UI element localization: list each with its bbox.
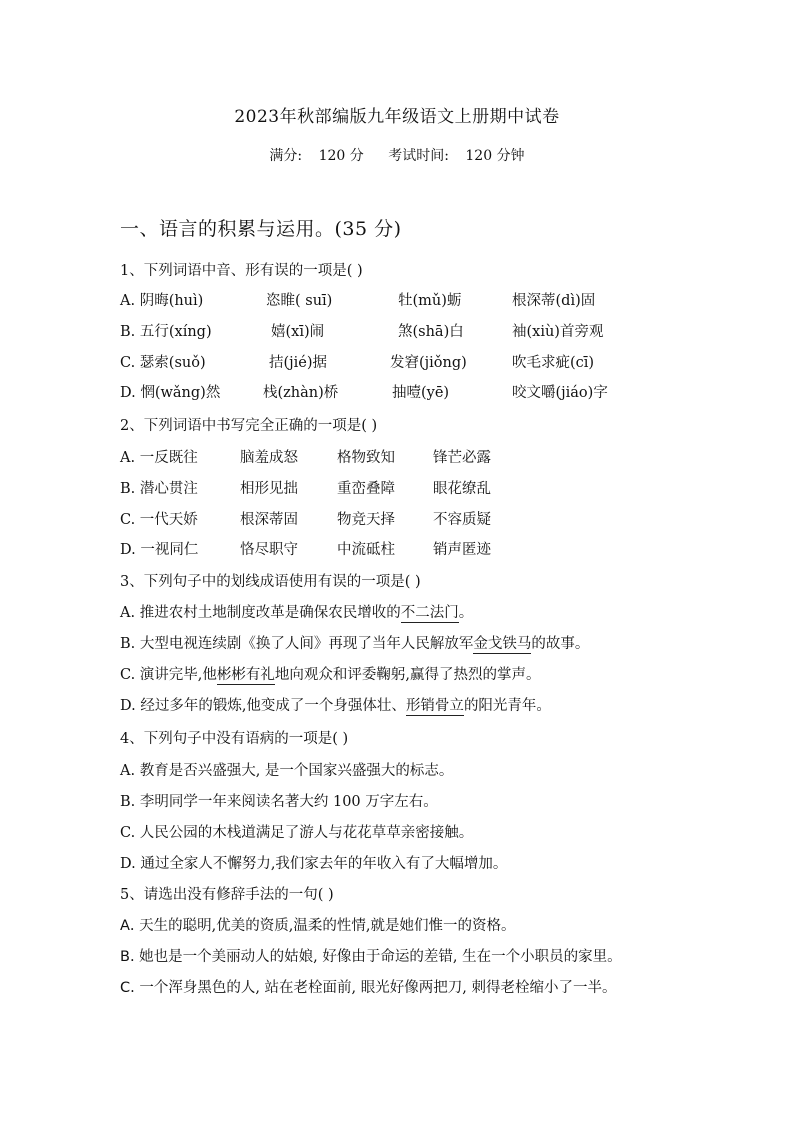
question-4-stem: 4、下列句子中没有语病的一项是( ) bbox=[120, 731, 349, 747]
q2-c-2: 根深蒂固 bbox=[240, 512, 298, 528]
question-2-stem: 2、下列词语中书写完全正确的一项是( ) bbox=[120, 418, 378, 434]
q2-d-3: 中流砥柱 bbox=[337, 542, 395, 558]
section-heading: 一、语言的积累与运用。(35 分) bbox=[120, 218, 402, 240]
full-score-value: 120 分 bbox=[318, 148, 364, 164]
question-5-stem: 5、请选出没有修辞手法的一句( ) bbox=[120, 887, 334, 903]
exam-title: 2023年秋部编版九年级语文上册期中试卷 bbox=[234, 107, 560, 127]
q1-b-3: 煞(shā)白 bbox=[398, 324, 464, 340]
q3-option-a bbox=[120, 601, 473, 622]
q2-b-2: 相形见拙 bbox=[240, 481, 298, 497]
q4-option-d: D. 通过全家人不懈努力,我们家去年的年收入有了大幅增加。 bbox=[120, 856, 508, 872]
q1-c-4: 吹毛求疵(cī) bbox=[512, 355, 595, 371]
q5-option-a bbox=[120, 914, 515, 935]
time-value: 120 分钟 bbox=[465, 148, 525, 164]
q1-a-3: 牡(mǔ)蛎 bbox=[398, 293, 462, 309]
q3-a-text: A. 推进农村土地制度改革是确保农民增收的 bbox=[120, 605, 401, 621]
q4-option-b: B. 李明同学一年来阅读名著大约 100 万字左右。 bbox=[120, 794, 438, 810]
q1-d-2: 栈(zhàn)桥 bbox=[263, 385, 339, 401]
q1-c-1: C. 瑟索(suǒ) bbox=[120, 355, 206, 371]
q5-b-text: . 她也是一个美丽动人的姑娘, 好像由于命运的差错, 生在一个小职员的家里。 bbox=[129, 949, 622, 965]
q4-option-c: C. 人民公园的木栈道满足了游人与花花草草亲密接触。 bbox=[120, 825, 474, 841]
q2-c-1: C. 一代天娇 bbox=[120, 512, 198, 528]
q3-option-b bbox=[120, 632, 589, 653]
q1-b-4: 袖(xiù)首旁观 bbox=[512, 324, 604, 340]
q2-c-3: 物竞天择 bbox=[337, 512, 395, 528]
q5-option-b bbox=[120, 945, 622, 966]
q2-d-1: D. 一视同仁 bbox=[120, 542, 199, 558]
q2-a-1: A. 一反既往 bbox=[120, 450, 198, 466]
q3-b-tail: 的故事。 bbox=[531, 636, 590, 652]
q2-a-4: 锋芒必露 bbox=[433, 450, 491, 466]
q3-b-text: B. 大型电视连续剧《换了人间》再现了当年人民解放军 bbox=[120, 636, 474, 652]
q1-d-3: 抽噎(yē) bbox=[392, 385, 450, 401]
q3-c-underlined: 彬彬有礼 bbox=[216, 667, 275, 683]
q1-b-1: B. 五行(xíng) bbox=[120, 324, 212, 340]
q1-b-2: 嬉(xī)闹 bbox=[271, 324, 325, 340]
q3-c-tail: 地向观众和评委鞠躬,赢得了热烈的掌声。 bbox=[274, 667, 541, 683]
q1-a-1: A. 阴晦(huì) bbox=[120, 293, 204, 309]
q2-b-3: 重峦叠障 bbox=[337, 481, 395, 497]
q1-d-1: D. 惘(wǎng)然 bbox=[120, 385, 221, 401]
q1-d-4: 咬文嚼(jiáo)字 bbox=[512, 385, 608, 401]
q3-d-text: D. 经过多年的锻炼,他变成了一个身强体壮、 bbox=[120, 698, 406, 714]
q2-d-4: 销声匿迹 bbox=[433, 542, 491, 558]
q3-b-underlined: 金戈铁马 bbox=[473, 636, 532, 652]
full-score-label: 满分: bbox=[269, 148, 303, 164]
q3-d-tail: 的阳光青年。 bbox=[463, 698, 551, 714]
exam-info bbox=[0, 145, 794, 165]
q1-c-3: 发窘(jiǒng) bbox=[390, 355, 467, 371]
q5-c-text: . 一个浑身黑色的人, 站在老栓面前, 眼光好像两把刀, 刺得老栓缩小了一半。 bbox=[130, 980, 617, 996]
question-3-stem: 3、下列句子中的划线成语使用有误的一项是( ) bbox=[120, 574, 421, 590]
q2-b-1: B. 潜心贯注 bbox=[120, 481, 198, 497]
q5-b-letter: B bbox=[120, 949, 130, 965]
time-label: 考试时间: bbox=[388, 148, 449, 164]
q3-a-underlined: 不二法门 bbox=[400, 605, 459, 621]
q4-option-a: A. 教育是否兴盛强大, 是一个国家兴盛强大的标志。 bbox=[120, 763, 454, 779]
q2-a-2: 脑羞成怒 bbox=[240, 450, 298, 466]
q5-option-c bbox=[120, 976, 617, 997]
q3-d-underlined: 形销骨立 bbox=[405, 698, 464, 714]
q2-d-2: 恪尽职守 bbox=[240, 542, 298, 558]
question-1-stem: 1、下列词语中音、形有误的一项是( ) bbox=[120, 263, 363, 279]
q1-a-2: 恣睢( suī) bbox=[266, 293, 333, 309]
q2-a-3: 格物致知 bbox=[337, 450, 395, 466]
q1-a-4: 根深蒂(dì)固 bbox=[512, 293, 596, 309]
q5-c-letter: C bbox=[120, 980, 131, 996]
q3-c-text: C. 演讲完毕,他 bbox=[120, 667, 217, 683]
q2-c-4: 不容质疑 bbox=[433, 512, 491, 528]
q3-option-d bbox=[120, 694, 551, 715]
q2-b-4: 眼花缭乱 bbox=[433, 481, 491, 497]
q5-a-letter: A bbox=[120, 918, 130, 934]
q1-c-2: 拮(jié)据 bbox=[269, 355, 328, 371]
q5-a-text: . 天生的聪明,优美的资质,温柔的性情,就是她们惟一的资格。 bbox=[129, 918, 516, 934]
q3-option-c bbox=[120, 663, 541, 684]
q3-a-tail: 。 bbox=[458, 605, 474, 621]
